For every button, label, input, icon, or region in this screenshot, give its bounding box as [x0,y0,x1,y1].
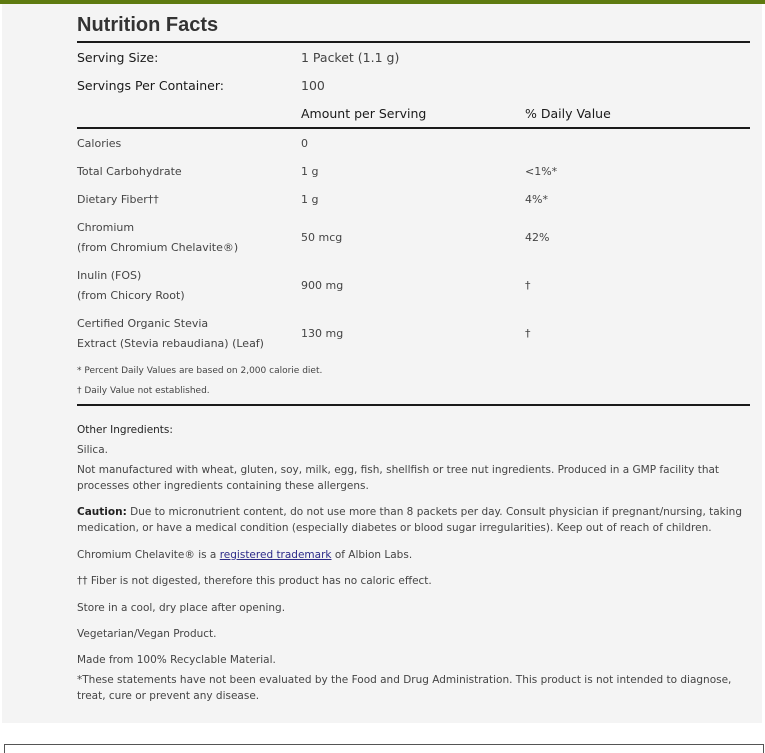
nutrient-amount: 0 [301,137,308,150]
nutrient-amount: 130 mg [301,327,344,340]
nutrient-source: (from Chromium Chelavite®) [77,241,239,254]
servings-per-container-value: 100 [301,78,325,93]
nutrient-source: (from Chicory Root) [77,289,185,302]
title-divider [77,41,750,43]
trademark-statement [77,547,747,563]
nutrition-title: Nutrition Facts [77,14,219,36]
caution-text: Due to micronutrient content, do not use more than 8 packets per day. Consult physician if pregnant/nursing, taking medication, or have a medical condition (especially diabetes or blood sugar irregularities). Keep out of reach of children. [77,506,742,534]
other-ingredients-label [77,422,747,438]
nutrition-facts-panel [2,4,762,723]
caution-statement [77,504,747,536]
amount-per-serving-header: Amount per Serving [301,106,427,121]
nutrient-daily-value: † [525,279,531,292]
nutrient-name: Chromium [77,221,135,234]
registered-trademark-link[interactable]: registered trademark [219,549,332,561]
serving-size-value: 1 Packet (1.1 g) [301,50,400,65]
nutrient-amount: 1 g [301,193,319,206]
fda-disclaimer: *These statements have not been evaluated by the Food and Drug Administration. This product is not intended to diagnose, treat, cure or prevent any disease. [77,674,732,702]
nutrient-daily-value: <1%* [525,165,558,178]
nutrient-amount: 1 g [301,165,319,178]
percent-dv-footnote: * Percent Daily Values are based on 2,000 calorie diet. [77,366,323,376]
dv-not-established-footnote: † Daily Value not established. [77,386,210,396]
storage-instructions: Store in a cool, dry place after opening. [77,602,286,614]
header-divider [77,127,750,129]
nutrient-name: Calories [77,137,122,150]
footnote-divider [77,404,750,406]
nutrient-name: Certified Organic Stevia [77,317,209,330]
nutrient-source: Extract (Stevia rebaudiana) (Leaf) [77,337,264,350]
fiber-note: †† Fiber is not digested, therefore this product has no caloric effect. [77,575,432,587]
nutrient-daily-value: 42% [525,231,550,244]
trademark-text-after: of Albion Labs. [331,549,413,561]
allergen-statement: Not manufactured with wheat, gluten, soy, milk, egg, fish, shellfish or tree nut ingredients. Produced in a GMP facility that processes other ingredients containing these allergens. [77,464,720,492]
other-ingredients-heading: Other Ingredients: [77,424,173,436]
other-ingredients-value: Silica. [77,444,108,456]
nutrient-amount: 900 mg [301,279,344,292]
servings-per-container-label: Servings Per Container: [77,78,224,93]
nutrient-daily-value: 4%* [525,193,548,206]
recyclable-statement: Made from 100% Recyclable Material. [77,654,276,666]
serving-size-label: Serving Size: [77,50,159,65]
next-section-box [4,744,764,753]
trademark-text-before: Chromium Chelavite® is a [77,549,220,561]
nutrient-daily-value: † [525,327,531,340]
daily-value-header: % Daily Value [525,106,611,121]
caution-label: Caution: [77,506,127,518]
nutrient-name: Dietary Fiber†† [77,193,159,206]
nutrient-amount: 50 mcg [301,231,343,244]
vegan-statement: Vegetarian/Vegan Product. [77,628,217,640]
nutrient-name: Total Carbohydrate [77,165,182,178]
nutrient-name: Inulin (FOS) [77,269,142,282]
